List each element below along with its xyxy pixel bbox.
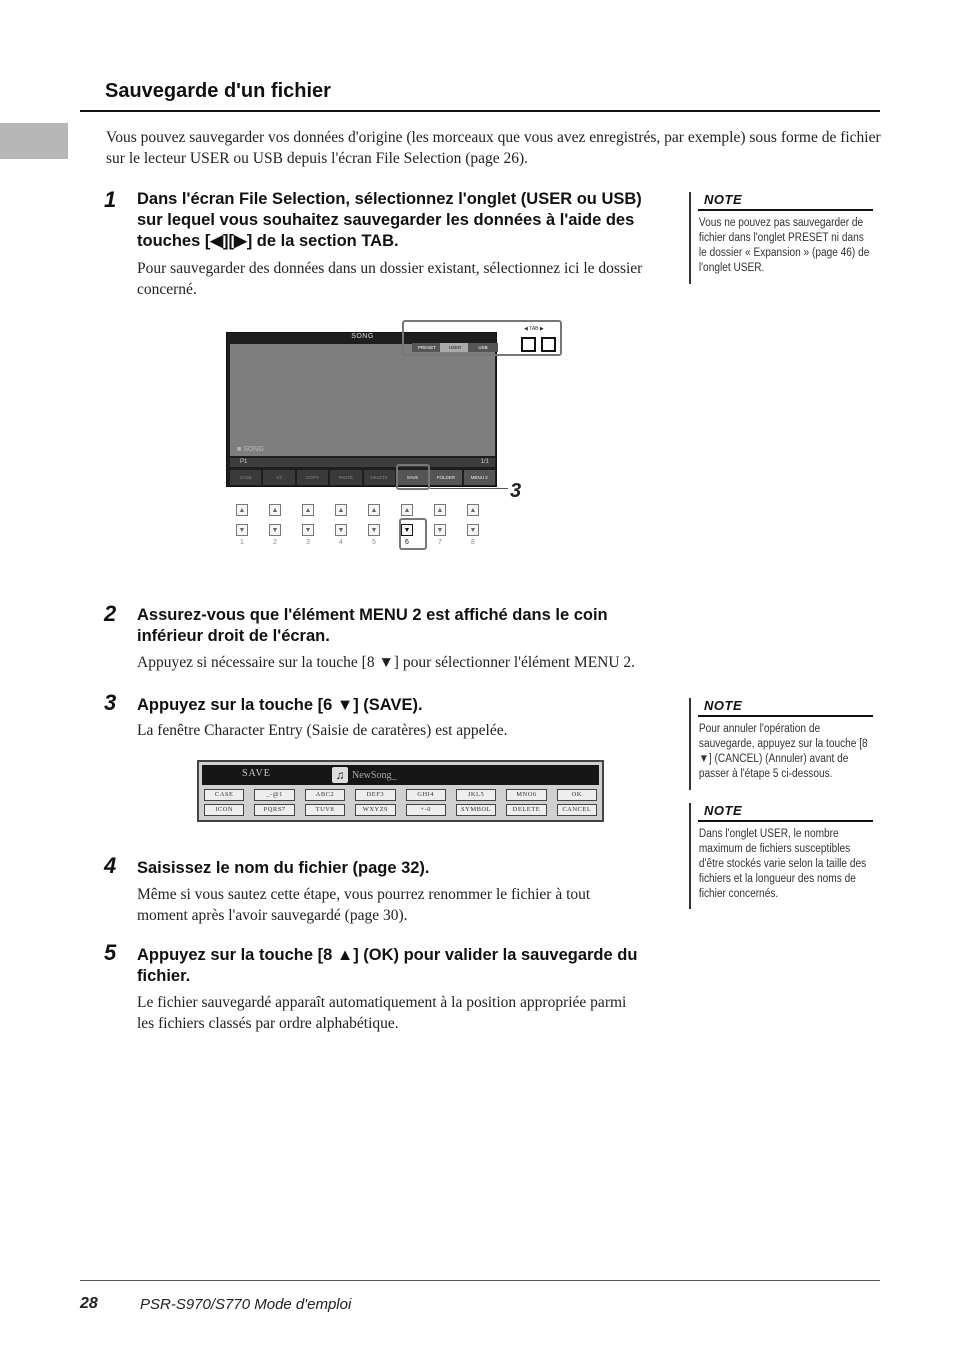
- screen-btn-copy[interactable]: COPY: [297, 470, 328, 485]
- key-6-highlight: [399, 518, 427, 550]
- key-number: 3: [306, 539, 310, 546]
- screen-title: SONG: [351, 333, 374, 340]
- down-key-7[interactable]: ▼: [434, 524, 446, 536]
- key-symbol[interactable]: SYMBOL: [456, 804, 496, 816]
- tab-key-label: ◀ TAB ▶: [524, 326, 544, 332]
- key-pqrs7[interactable]: PQRS7: [254, 804, 294, 816]
- up-key-8[interactable]: ▲: [467, 504, 479, 516]
- screen-btn-paste[interactable]: PASTE: [330, 470, 361, 485]
- down-key-row: [236, 524, 479, 536]
- down-key-3[interactable]: ▼: [302, 524, 314, 536]
- callout-number: 3: [510, 480, 522, 502]
- step-2-number: 2: [104, 601, 117, 626]
- key-mno6[interactable]: MNO6: [506, 789, 546, 801]
- step-2-body: Appuyez si nécessaire sur la touche [8 ▼] pour sélectionner l'élément MENU 2.: [137, 654, 636, 671]
- note-2-label: NOTE: [698, 698, 873, 717]
- key-jkl5[interactable]: JKL5: [456, 789, 496, 801]
- screen-button-row: [230, 470, 495, 485]
- character-key-grid: [204, 789, 597, 816]
- title-rule: [80, 110, 880, 112]
- tab-right-key[interactable]: [541, 337, 556, 352]
- key-number: 7: [438, 539, 442, 546]
- page-number: 28: [80, 1295, 98, 1312]
- key-icon[interactable]: ICON: [204, 804, 244, 816]
- screen-btn-delete[interactable]: DELETE: [364, 470, 395, 485]
- key-number: 2: [273, 539, 277, 546]
- key-delete[interactable]: DELETE: [506, 804, 546, 816]
- step-5-number: 5: [104, 940, 117, 965]
- screen-btn-page[interactable]: 1/2: [263, 470, 294, 485]
- key-tuv8[interactable]: TUV8: [305, 804, 345, 816]
- up-key-2[interactable]: ▲: [269, 504, 281, 516]
- down-key-5[interactable]: ▼: [368, 524, 380, 536]
- key-ok[interactable]: OK: [557, 789, 597, 801]
- file-name-field[interactable]: NewSong_: [352, 770, 397, 781]
- intro-paragraph: Vous pouvez sauvegarder vos données d'origine (les morceaux que vous avez enregistrés, par exemple) sous forme de fichier sur le lecteur USER ou USB depuis l'écran File Selection (page 26).: [106, 129, 881, 167]
- callout-line: [430, 488, 508, 489]
- page-title: Sauvegarde d'un fichier: [105, 80, 331, 102]
- key-number: 4: [339, 539, 343, 546]
- folder-label: ■ SONG: [237, 446, 264, 453]
- key-def3[interactable]: DEF3: [355, 789, 395, 801]
- up-key-1[interactable]: ▲: [236, 504, 248, 516]
- tab-left-key[interactable]: [521, 337, 536, 352]
- down-key-4[interactable]: ▼: [335, 524, 347, 536]
- page-indicator: [230, 458, 495, 467]
- up-key-3[interactable]: ▲: [302, 504, 314, 516]
- note-1-label: NOTE: [698, 192, 873, 211]
- step-3-body: La fenêtre Character Entry (Saisie de caratères) est appelée.: [137, 722, 508, 739]
- folder-name: SONG: [243, 446, 264, 453]
- step-5-body: Le fichier sauvegardé apparaît automatiquement à la position appropriée parmi les fichiers classés par ordre alphabétique.: [137, 994, 627, 1032]
- step-3-heading: Appuyez sur la touche [6 ▼] (SAVE).: [137, 696, 423, 714]
- screen-btn-case[interactable]: CASE: [230, 470, 261, 485]
- down-key-2[interactable]: ▼: [269, 524, 281, 536]
- step-1-number: 1: [104, 187, 117, 212]
- footer-rule: [80, 1280, 880, 1281]
- up-key-6[interactable]: ▲: [401, 504, 413, 516]
- key-case[interactable]: CASE: [204, 789, 244, 801]
- key-abc2[interactable]: ABC2: [305, 789, 345, 801]
- tab-preset[interactable]: PRESET: [412, 343, 442, 352]
- page-label: P1: [240, 459, 248, 465]
- save-title: SAVE: [242, 768, 271, 779]
- key-number-row: [236, 539, 479, 546]
- screen-btn-menu2[interactable]: MENU 2: [464, 470, 495, 485]
- down-key-1[interactable]: ▼: [236, 524, 248, 536]
- manual-title: PSR-S970/S770 Mode d'emploi: [140, 1296, 352, 1313]
- down-key-6[interactable]: ▼: [401, 524, 413, 536]
- key-number: 1: [240, 539, 244, 546]
- key-number: 6: [405, 539, 409, 546]
- page-right-label: 1/1: [480, 459, 489, 465]
- character-entry-screen: [197, 760, 604, 822]
- side-tab-marker: [0, 123, 68, 159]
- file-list-area: [230, 344, 495, 456]
- note-3-label: NOTE: [698, 803, 873, 822]
- note-1: [689, 192, 874, 284]
- note-1-text: Vous ne pouvez pas sauvegarder de fichier dans l'onglet PRESET ni dans le dossier « Expansion » (page 46) de l'onglet USER.: [698, 217, 870, 274]
- key-number: 5: [372, 539, 376, 546]
- note-2: [689, 698, 874, 790]
- step-1-heading: Dans l'écran File Selection, sélectionnez l'onglet (USER ou USB) sur lequel vous souhaitez sauvegarder les données à l'aide des touches [◀][▶] de la section TAB.: [137, 190, 642, 250]
- up-key-row: [236, 504, 479, 516]
- save-title-bar: [202, 765, 599, 785]
- key-symbols-1[interactable]: _-@1: [254, 789, 294, 801]
- step-4-body: Même si vous sautez cette étape, vous pourrez renommer le fichier à tout moment après l'avoir sauvegardé (page 30).: [137, 886, 591, 924]
- up-key-7[interactable]: ▲: [434, 504, 446, 516]
- step-1-body: Pour sauvegarder des données dans un dossier existant, sélectionnez ici le dossier concerné.: [137, 260, 643, 298]
- key-plus-minus-0[interactable]: +-0: [406, 804, 446, 816]
- step-4-heading: Saisissez le nom du fichier (page 32).: [137, 859, 430, 877]
- key-cancel[interactable]: CANCEL: [557, 804, 597, 816]
- screen-btn-folder[interactable]: FOLDER: [430, 470, 461, 485]
- tab-usb[interactable]: USB: [468, 343, 498, 352]
- up-key-4[interactable]: ▲: [335, 504, 347, 516]
- key-number: 8: [471, 539, 475, 546]
- note-3-text: Dans l'onglet USER, le nombre maximum de fichiers susceptibles d'être stockés varie selon la taille des fichiers et la longueur des noms de fichier concernés.: [698, 828, 867, 900]
- screen-btn-save[interactable]: SAVE: [397, 470, 428, 485]
- step-4-number: 4: [104, 853, 117, 878]
- note-2-text: Pour annuler l'opération de sauvegarde, appuyez sur la touche [8 ▼] (CANCEL) (Annuler) avant de passer à l'étape 5 ci-dessous.: [698, 723, 868, 780]
- music-note-icon: ♫: [332, 767, 348, 783]
- up-key-5[interactable]: ▲: [368, 504, 380, 516]
- key-ghi4[interactable]: GHI4: [406, 789, 446, 801]
- step-3-number: 3: [104, 690, 117, 715]
- tab-highlight: [402, 320, 562, 356]
- save-button-highlight: [396, 464, 430, 490]
- step-5-heading: Appuyez sur la touche [8 ▲] (OK) pour valider la sauvegarde du fichier.: [137, 946, 638, 985]
- note-3: [689, 803, 874, 909]
- step-2-heading: Assurez-vous que l'élément MENU 2 est affiché dans le coin inférieur droit de l'écran.: [137, 606, 608, 645]
- down-key-8[interactable]: ▼: [467, 524, 479, 536]
- tab-user[interactable]: USER: [440, 343, 470, 352]
- key-wxyz9[interactable]: WXYZ9: [355, 804, 395, 816]
